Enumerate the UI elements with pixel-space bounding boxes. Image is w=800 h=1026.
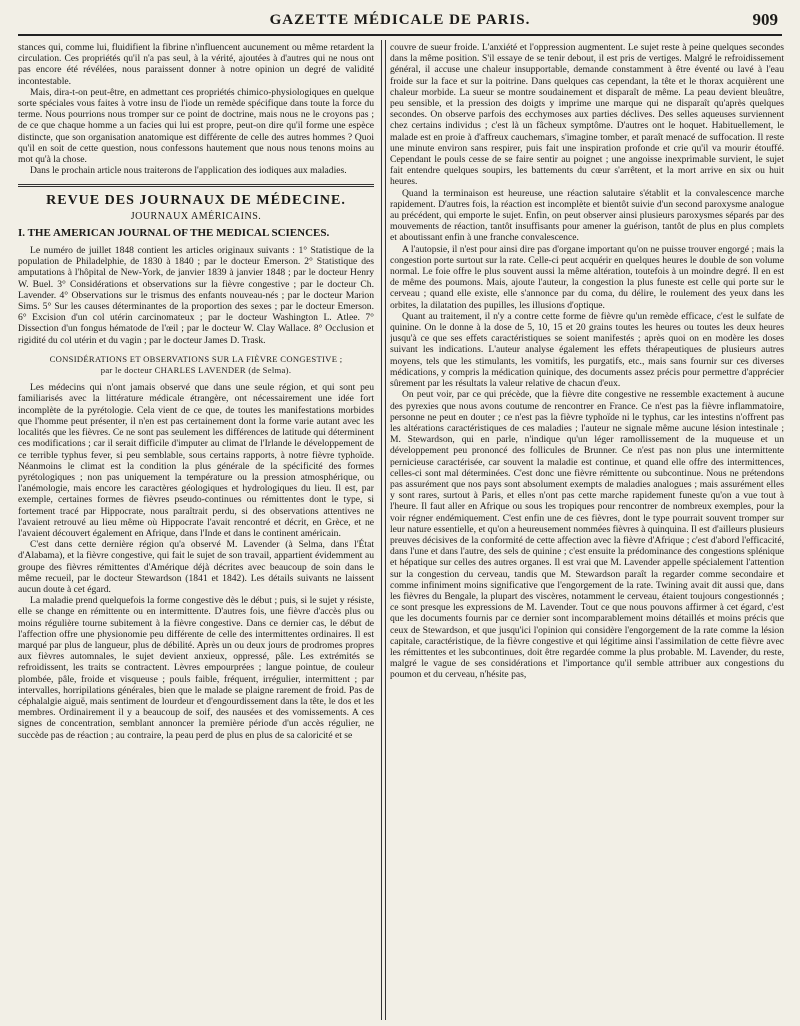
right-column bbox=[390, 42, 784, 1020]
page-header bbox=[18, 10, 782, 36]
article-author: par le docteur CHARLES LAVENDER (de Selma). bbox=[100, 365, 292, 376]
paragraph: A l'autopsie, il n'est pour ainsi dire pas d'organe important qu'on ne puisse trouver engorgé ; mais la congestion porte surtout sur la rate. Celle-ci peut acquérir en quelques heures le double de son volume normal. Le foie offre le plus souvent aussi la même altération, toutefois à un moindre degré. Il en est de même des poumons. Mais, ajoute l'auteur, la congestion la plus funeste est celle qui porte sur le cerveau ; quand elle existe, elle s'annonce par du coma, du délire, le roulement des yeux dans les orbites, la dilatation des pupilles, les illusions d'optique. bbox=[390, 243, 784, 311]
journal-title: GAZETTE MÉDICALE DE PARIS. bbox=[269, 12, 531, 28]
paragraph: Quand la terminaison est heureuse, une réaction salutaire s'établit et la convalescence marche rapidement. D'autres fois, la réaction est incomplète et bientôt suivie d'un second paroxysme analogue au précédent, qui emporte le sujet. Enfin, on peut observer ainsi plusieurs paroxysmes séparés par des mouvements de réaction, tantôt insuffisants pour amener la guérison, tantôt de plus en plus complets et aboutissant enfin à une franche convalescence. bbox=[390, 187, 784, 244]
paragraph: Le numéro de juillet 1848 contient les articles originaux suivants : 1° Statistique de la population de Philadelphie, de 1830 à 1840 ; par le docteur Emerson. 2° Statistique des amputations à l'hôpital de New-York, de janvier 1839 à janvier 1848 ; par le docteur Henry W. Buel. 3° Considérations et observations sur la fièvre congestive ; par le docteur Ch. Lavender. 4° Observations sur le trismus des enfants nouveau-nés ; par le docteur Marion Sims. 5° Sur les causes déterminantes de la proportion des sexes ; par le docteur Emerson. 6° Excision d'un col utérin carcinomateux ; par le docteur Washington L. Atlee. 7° Dissection d'un fongus hématode de l'œil ; par le docteur W. Clay Wallace. 8° Occlusion et rigidité du col utérin et du vagin ; par le docteur James D. Trask. bbox=[18, 245, 374, 346]
paragraph: couvre de sueur froide. L'anxiété et l'oppression augmentent. Le sujet reste à peine quelques secondes dans la même position. S'il essaye de se tenir debout, il est pris de vertiges. Malgré le refroidissement général, il accuse une chaleur insupportable, demande constamment à être éventé ou lavé à l'eau froide sur la face et sur la poitrine. Dans quelques cas cependant, la tête et le thorax acquièrent une chaleur morbide. La sueur se montre soudainement et disparaît de même. La peau devient bleuâtre, peu sensible, et la pression des doigts y imprime une marque qui ne disparaît qu'après quelques secondes. On observe parfois des ecchymoses aux parties déclives. Des selles aqueuses surviennent chez certains individus ; c'est là un fâcheux symptôme. D'autres ont le hoquet. Habituellement, le malade est en proie à d'affreux cauchemars, s'imagine tomber, et paraît menacé de suffocation. Il reste une minute environ sans respirer, puis fait une inspiration profonde et crie qu'il va mourir étouffé. Cependant le pouls cesse de se faire sentir au poignet ; une angoisse inexprimable survient, le sujet fait entendre quelques soupirs, les battements du cœur s'arrêtent, et la mort arrive en six ou huit heures. bbox=[390, 42, 784, 188]
article-heading bbox=[18, 354, 374, 376]
paragraph: Dans le prochain article nous traiterons de l'application des iodiques aux maladies. bbox=[30, 165, 347, 177]
paragraph: La maladie prend quelquefois la forme congestive dès le début ; puis, si le sujet y résiste, elle se change en rémittente ou en intermittente. D'autres fois, une fièvre d'accès plus ou moins régulière tourne subitement à la fièvre congestive. Dans ce dernier cas, le début de l'affection offre une physionomie peu différente de celle des intermittentes ordinaires. Il est marqué par plus de langueur, plus de débilité. Après un ou deux jours de prodromes propres aux fièvres automnales, le sujet devient anxieux, oppressé, pâle. Les extrémités se refroidissent, les traits se contractent. Lèvres empourprées ; langue pointue, de couleur plombée, pâle, froide et visqueuse ; pouls faible, fréquent, irrégulier, intermittent ; par intervalles, horripilations générales, bien que le malade se plaigne rarement de froid. Pas de céphalalgie aiguë, mais sentiment de lourdeur et d'engourdissement dans la tête, le dos et les membres. Ordinairement il y a beaucoup de soif, des nausées et des vomissements. A ces signes de concentration, semblant annoncer la première période d'un accès régulier, ne succède pas de réaction ; au contraire, la peau perd de plus en plus de sa caloricité et se bbox=[18, 595, 374, 741]
journal-heading: I. THE AMERICAN JOURNAL OF THE MEDICAL SCIENCES. bbox=[18, 226, 330, 239]
paragraph: Mais, dira-t-on peut-être, en admettant ces propriétés chimico-physiologiques en quelque sorte spéciales vous faites à votre insu de l'iode un remède spécifique dans toute la force du terme. Nous pourrions nous tromper sur ce point de doctrine, mais nous ne le croyons pas ; de ce que chaque homme a un facies qui lui est propre, peut-on dire qu'il forme une espèce distincte, que son organisation anatomique est différente de celle des autres hommes ? Quoi qu'il en soit de cette question, nous confessons hautement que nous nous tenons moins au mot qu'à la chose. bbox=[18, 86, 374, 166]
section-title: REVUE DES JOURNAUX DE MÉDECINE. bbox=[46, 193, 346, 209]
paragraph: Les médecins qui n'ont jamais observé que dans une seule région, et qui sont peu familiarisés avec la littérature médicale étrangère, ont nécessairement une idée fort incomplète de la pyrétologie. Cela vient de ce que, de toutes les manifestations morbides que l'homme peut présenter, il n'en est pas certainement dont la forme varie autant avec les localités que les fièvres. Ce ne sont pas seulement les différences de latitude qui déterminent ces modifications ; car il serait difficile d'imputer au climat de l'Irlande le développement de ce terrible typhus fever, si peu semblable, sous certains rapports, à notre fièvre typhoïde. Néanmoins le climat est la condition la plus générale de la spécificité des formes pyrétologiques ; non pas uniquement la température ou la pression atmosphérique, ou l'anémologie, mais encore les caractères géologiques et hydrologiques du lieu. Il est, par exemple, certaines formes de fièvres pseudo-continues ou rémittentes dont le type, si fortement tracé par Hippocrate, nous paraîtrait perdu, si des observations attentives ne l'avaient retrouvé au lieu même où Hippocrate l'avait rencontré et décrit, en Grèce, et ne l'avaient découvert également en Afrique, dans l'Inde et dans le continent américain. bbox=[18, 382, 374, 539]
section-rule bbox=[18, 184, 374, 187]
page-number: 909 bbox=[752, 10, 778, 29]
paragraph: stances qui, comme lui, fluidifient la fibrine n'influencent aucunement ou même retardent la circulation. Ces propriétés qu'il n'a pas seul, à la vérité, ajoutées à d'autres qui ne nous ont pas encore été révélées, nous paraissent donner à notre opinion un degré de validité incontestable. bbox=[18, 42, 374, 87]
paragraph: On peut voir, par ce qui précède, que la fièvre dite congestive ne ressemble exactement à aucune des pyrexies que nous avons coutume de rencontrer en France. Ce n'est pas la fièvre inflammatoire, personne ne peut en douter ; ce n'est pas la fièvre typhoïde ni le typhus, car les intestins n'offrent pas les altérations caractéristiques de ces maladies ; l'auteur ne signale même aucune lésion intestinale ; M. Stewardson, qui en parle, n'indique qu'un léger ramollissement de la muqueuse et un développement peu prononcé des follicules de Brunner. Ce n'est pas non plus une intermittente pernicieuse caractérisée, car souvent la maladie est continue, et quand elle offre des intermittences, celles-ci sont mal déterminées. C'est donc une fièvre rémittente ou subcontinue. Nous ne prétendons pas assurément que nos pays sont absolument exempts de maladies analogues ; mais assurément elles y sont rares, surtout à Paris, et elles n'ont pas cette marche rapidement funeste qu'on a vue tout à l'heure. Il faut aller en Afrique ou sous les tropiques pour rencontrer de nombreux exemples, pour la voir régner endémiquement. C'est enfin une de ces fièvres, dont le type pourrait souvent tromper sur leur nature essentielle, et qu'on a heureusement nommées fièvres à quinquina. Il est d'ailleurs plusieurs preuves décisives de la conformité de cette affection avec la fièvre d'Afrique ; c'est d'abord l'efficacité, dans l'une et dans l'autre, des sels de quinine ; c'est ensuite la prédominance des congestions splénique et hépatique sur celles des autres organes. Il est vrai que M. Lavender appelle spécialement l'attention sur la congestion du cerveau, tandis que M. Stewardson paraît la regarder comme secondaire et comme infiniment moins significative que l'engorgement de la rate. Twining avait dit aussi que, dans les fièvres du Bengale, la plupart des viscères, notamment le cerveau, étaient toujours congestionnés ; ce sont presque les expressions de M. Lavender. Tout ce que nous pouvons affirmer à cet égard, c'est que les documents fournis par ce dernier sont incomparablement moins détaillés et moins précis que ceux de Stewardson, et que jusqu'ici l'opinion qui considère l'engorgement de la rate comme la lésion capitale, caractéristique, de la fièvre congestive et qui légitime ainsi l'assimilation de cette fièvre avec les rémittentes et les subcontinues, doit être regardée comme la plus probable. M. Lavender, du reste, malgré le vague de ses considérations et l'importance qu'il semble attribuer aux congestions du poumon et du cerveau, n'hésite pas, bbox=[390, 389, 784, 681]
left-column bbox=[18, 42, 374, 1020]
section-subtitle: JOURNAUX AMÉRICAINS. bbox=[130, 210, 262, 222]
article-title: CONSIDÉRATIONS ET OBSERVATIONS SUR LA FIÈVRE CONGESTIVE ; bbox=[49, 353, 343, 364]
column-divider bbox=[381, 40, 386, 1020]
paragraph: Quant au traitement, il n'y a contre cette forme de fièvre qu'un remède efficace, c'est le sulfate de quinine. On le donne à la dose de 5, 10, 15 et 20 grains toutes les heures ou toutes les deux heures jusqu'à ce que ses effets caractéristiques se soient manifestés ; après quoi on en modère les doses suivant les indications. L'auteur analyse également les effets thérapeutiques de plusieurs autres moyens, tels que les stimulants, les vomitifs, les purgatifs, etc., mais sans fournir sur ces diverses médications, y compris la médication quinique, des documents assez précis pour permettre d'apprécier sûrement par les résultats la valeur relative de chacun d'eux. bbox=[390, 310, 784, 390]
paragraph: C'est dans cette dernière région qu'a observé M. Lavender (à Selma, dans l'État d'Alabama), et la fièvre congestive, qui fait le sujet de son travail, appartient évidemment au groupe des fièvres rémittentes d'Amérique déjà décrites avec beaucoup de soin dans le même recueil, par le docteur Stewardson (1841 et 1842). Les détails suivants ne laissent aucun doute à cet égard. bbox=[18, 539, 374, 595]
